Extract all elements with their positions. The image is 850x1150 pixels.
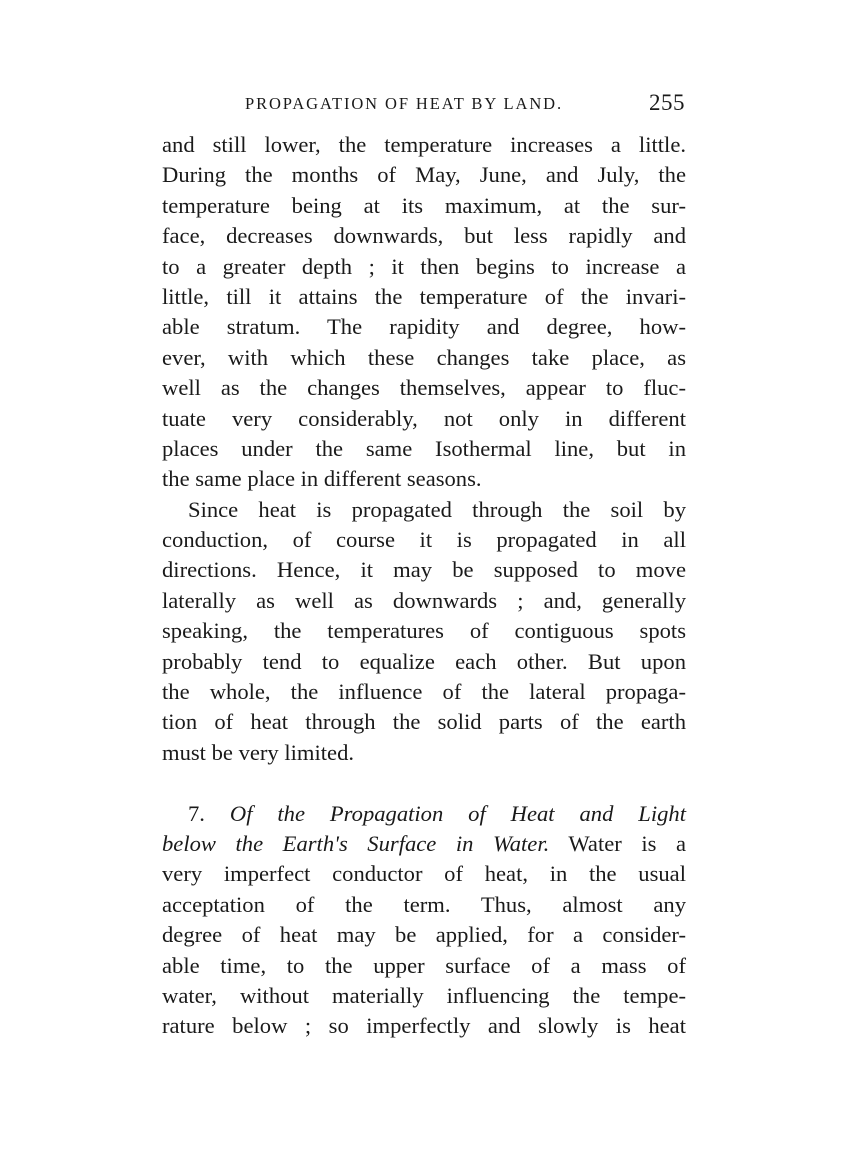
- text-line: the same place in different seasons.: [162, 466, 482, 492]
- text-line: probably tend to equalize each other. But upon: [162, 648, 686, 674]
- text-line: tuate very considerably, not only in different: [162, 405, 686, 431]
- section-heading-line: [162, 799, 686, 829]
- section-heading: Of the Propagation of Heat and Light: [229, 800, 687, 826]
- running-title: PROPAGATION OF HEAT BY LAND.: [245, 94, 563, 113]
- paragraph: [162, 495, 686, 769]
- section-heading-line: [162, 829, 686, 859]
- page-number: 255: [649, 90, 685, 115]
- text-line: temperature being at its maximum, at the sur-: [162, 192, 686, 218]
- text-line: rature below ; so imperfectly and slowly is heat: [162, 1013, 686, 1039]
- text-line: ever, with which these changes take place, as: [162, 344, 686, 370]
- text-line: During the months of May, June, and July, the: [162, 162, 686, 188]
- text-line: Since heat is propagated through the soil by: [188, 496, 686, 522]
- section-number: 7.: [188, 800, 205, 826]
- text-line: and still lower, the temperature increases a little.: [162, 132, 686, 157]
- text-line: face, decreases downwards, but less rapidly and: [162, 223, 686, 249]
- text-line: degree of heat may be applied, for a consider-: [162, 922, 686, 948]
- text-line: laterally as well as downwards ; and, generally: [162, 587, 686, 613]
- section-paragraph: [162, 799, 686, 1042]
- text-line: to a greater depth ; it then begins to increase a: [162, 253, 686, 279]
- running-head: [163, 92, 685, 118]
- text-line: conduction, of course it is propagated in all: [162, 527, 686, 553]
- text-line: little, till it attains the temperature of the invari-: [162, 283, 686, 309]
- section-heading-cont: below the Earth's Surface in Water.: [162, 830, 550, 856]
- text-line: very imperfect conductor of heat, in the usual: [162, 861, 686, 887]
- paragraph: [162, 130, 686, 495]
- section-gap: [162, 768, 686, 798]
- text-line: must be very limited.: [162, 739, 355, 765]
- text-line: able time, to the upper surface of a mass of: [162, 952, 686, 978]
- text-line: directions. Hence, it may be supposed to move: [162, 557, 686, 583]
- text-line: the whole, the influence of the lateral propaga-: [162, 679, 686, 705]
- text-line: speaking, the temperatures of contiguous spots: [162, 618, 686, 644]
- text-line: water, without materially influencing the tempe-: [162, 982, 686, 1008]
- text-line: tion of heat through the solid parts of the earth: [162, 709, 686, 735]
- text-line: able stratum. The rapidity and degree, how-: [162, 314, 686, 340]
- text-line: well as the changes themselves, appear to fluc-: [162, 375, 686, 401]
- text-line: places under the same Isothermal line, but in: [162, 435, 686, 461]
- body-text: [162, 130, 686, 1042]
- text-fragment: Water is a: [568, 830, 686, 856]
- text-line: acceptation of the term. Thus, almost any: [162, 891, 686, 917]
